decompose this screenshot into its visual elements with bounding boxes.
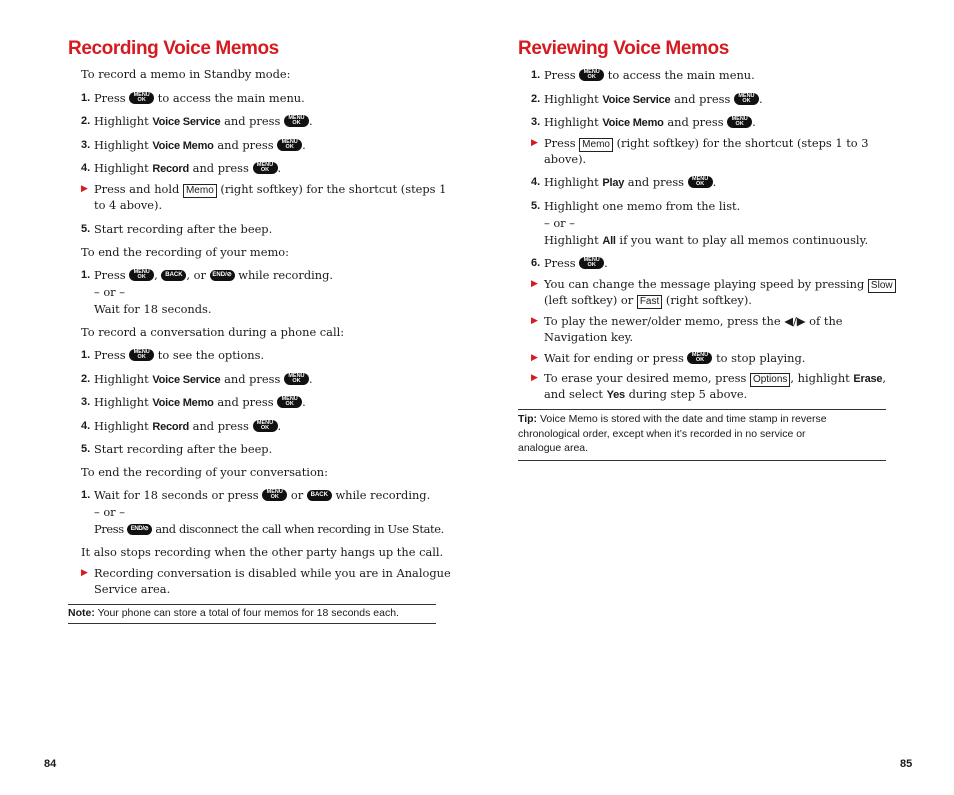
page-number: 84: [44, 758, 57, 770]
step: Highlight Voice Memo and press MENU OK .: [94, 395, 306, 409]
tip-divider: [518, 460, 886, 461]
menu-ok-key-icon: MENU OK: [579, 257, 604, 269]
menu-ok-key-icon: MENU OK: [129, 269, 154, 281]
tip-box: Tip: Voice Memo is stored with the date and time stamp in reverse chronological order, except when it’s recorded in no service or analogue area.: [518, 413, 827, 454]
bullet-text: (left softkey) or Fast (right softkey).: [544, 293, 752, 307]
menu-ok-key-icon: MENU OK: [734, 93, 759, 105]
menu-ok-key-icon: MENU OK: [129, 92, 154, 104]
memo-softkey: Memo: [183, 184, 217, 198]
menu-ok-key-icon: MENU OK: [688, 176, 713, 188]
slow-softkey: Slow: [868, 279, 896, 293]
bullet-arrow-icon: ▶: [81, 568, 88, 578]
bullet-text: and select Yes during step 5 above.: [544, 387, 748, 401]
options-softkey: Options: [750, 373, 790, 387]
menu-ok-key-icon: MENU OK: [253, 162, 278, 174]
intro-text: To record a conversation during a phone call:: [81, 325, 345, 339]
bullet-text: Wait for ending or press MENU OK to stop playing.: [544, 351, 806, 365]
step: Press MENU OK to access the main menu.: [94, 91, 305, 105]
note-divider: [68, 604, 436, 605]
step: Highlight All if you want to play all memos continuously.: [544, 233, 869, 247]
menu-ok-key-icon: MENU OK: [284, 115, 309, 127]
step: Wait for 18 seconds or press MENU OK or BACK while recording.: [94, 488, 431, 502]
memo-softkey: Memo: [579, 138, 613, 152]
bullet-arrow-icon: ▶: [531, 353, 538, 363]
back-key-icon: BACK: [161, 270, 186, 281]
step: Press MENU OK to access the main menu.: [544, 68, 755, 82]
menu-ok-key-icon: MENU OK: [284, 373, 309, 385]
bullet-text: To erase your desired memo, press Options , highlight Erase,: [544, 371, 886, 385]
bullet-arrow-icon: ▶: [531, 316, 538, 326]
bullet-text: You can change the message playing speed by pressing Slow: [544, 276, 896, 293]
bullet-arrow-icon: ▶: [531, 279, 538, 289]
note-divider: [68, 623, 436, 624]
intro-text: To record a memo in Standby mode:: [81, 67, 291, 81]
step: Press MENU OK .: [544, 256, 608, 270]
page-number: 85: [900, 758, 913, 770]
back-key-icon: BACK: [307, 490, 332, 501]
page-title: Reviewing Voice Memos: [518, 38, 729, 59]
step: Press MENU OK to see the options.: [94, 348, 265, 362]
bullet-arrow-icon: ▶: [531, 138, 538, 148]
page-title: Recording Voice Memos: [68, 38, 279, 59]
step: Highlight Voice Memo and press MENU OK .: [544, 115, 756, 129]
step: Highlight Record and press MENU OK .: [94, 161, 282, 175]
step: Press MENU OK , BACK , or END/⊘ while recording.: [94, 268, 334, 282]
end-key-icon: END/⊘: [210, 270, 235, 281]
menu-ok-key-icon: MENU OK: [687, 352, 712, 364]
step: Highlight Voice Memo and press MENU OK .: [94, 138, 306, 152]
menu-ok-key-icon: MENU OK: [727, 116, 752, 128]
bullet-arrow-icon: ▶: [531, 373, 538, 383]
intro-text: To end the recording of your conversation:: [81, 465, 328, 479]
end-key-icon: END/⊘: [127, 524, 152, 535]
tip-divider: [518, 409, 886, 410]
bullet-arrow-icon: ▶: [81, 184, 88, 194]
fast-softkey: Fast: [637, 295, 662, 309]
menu-ok-key-icon: MENU OK: [579, 69, 604, 81]
step: Highlight Play and press MENU OK .: [544, 175, 717, 189]
menu-ok-key-icon: MENU OK: [262, 489, 287, 501]
menu-ok-key-icon: MENU OK: [253, 420, 278, 432]
menu-ok-key-icon: MENU OK: [129, 349, 154, 361]
intro-text: To end the recording of your memo:: [81, 245, 289, 259]
step: Highlight Voice Service and press MENU OK .: [94, 372, 313, 386]
menu-ok-key-icon: MENU OK: [277, 139, 302, 151]
step: Press END/⊘ and disconnect the call when recording in Use State.: [94, 522, 444, 536]
step: Highlight Voice Service and press MENU OK .: [544, 92, 763, 106]
step: Highlight Record and press MENU OK .: [94, 419, 282, 433]
step: Highlight Voice Service and press MENU OK .: [94, 114, 313, 128]
menu-ok-key-icon: MENU OK: [277, 396, 302, 408]
bullet-text: Press and hold Memo (right softkey) for the shortcut (steps 1: [94, 182, 447, 196]
note-box: Note: Your phone can store a total of four memos for 18 seconds each.: [68, 607, 399, 619]
bullet-text: Press Memo (right softkey) for the shortcut (steps 1 to 3: [544, 136, 869, 150]
